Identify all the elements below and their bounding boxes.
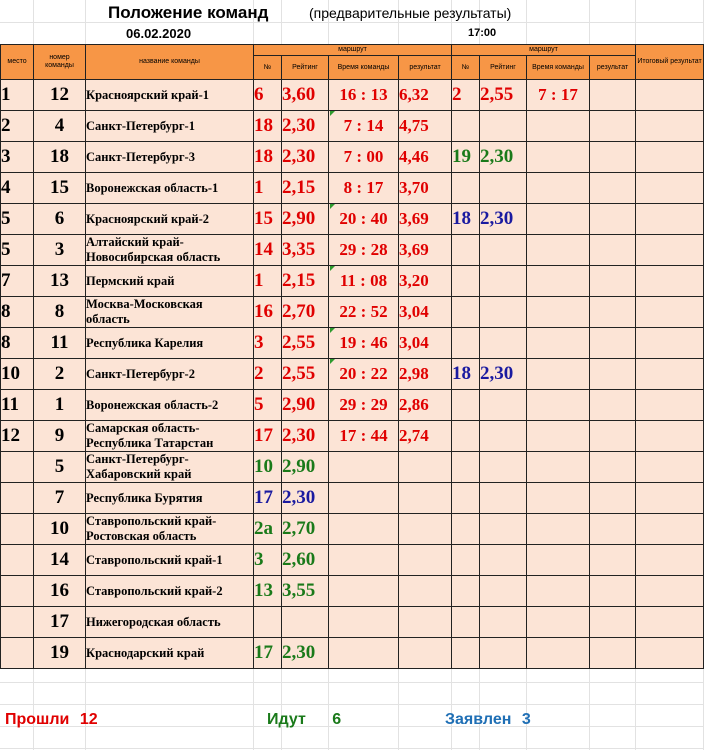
place-cell: 5 [1, 235, 34, 266]
place-cell: 11 [1, 390, 34, 421]
route1-result-cell [399, 576, 452, 607]
route2-no-cell [452, 173, 480, 204]
route2-time-cell [527, 266, 590, 297]
route2-no-cell: 19 [452, 142, 480, 173]
route2-no-cell [452, 638, 480, 669]
route1-no-cell: 14 [254, 235, 282, 266]
passed-value: 12 [79, 711, 98, 728]
header-route-2: маршрут [452, 45, 636, 56]
header-final-result: Итоговый результат [636, 45, 704, 80]
team-number-cell: 15 [34, 173, 86, 204]
route1-result-cell: 3,04 [399, 297, 452, 328]
place-cell: 4 [1, 173, 34, 204]
team-name-cell: Красноярский край-2 [86, 204, 254, 235]
team-name-cell: Пермский край [86, 266, 254, 297]
time-label: 17:00 [468, 27, 497, 39]
route1-time-value: 29 : 29 [339, 395, 388, 414]
header-place: место [1, 45, 34, 80]
route2-result-cell [590, 638, 636, 669]
route1-no-cell: 3 [254, 328, 282, 359]
table-row [1, 204, 704, 235]
route2-no-cell: 18 [452, 359, 480, 390]
team-name-cell: Красноярский край-1 [86, 80, 254, 111]
route2-rating-cell [480, 545, 527, 576]
team-name-cell: Ставропольский край-2 [86, 576, 254, 607]
team-number-cell: 11 [34, 328, 86, 359]
table-row [1, 638, 704, 669]
route1-result-cell [399, 545, 452, 576]
route1-result-cell: 3,70 [399, 173, 452, 204]
route1-time-cell [329, 111, 399, 142]
place-cell: 3 [1, 142, 34, 173]
place-cell [1, 545, 34, 576]
team-number-cell: 8 [34, 297, 86, 328]
team-name-cell: Республика Карелия [86, 328, 254, 359]
route1-time-cell [329, 142, 399, 173]
table-row [1, 235, 704, 266]
route2-result-cell [590, 266, 636, 297]
final-result-cell [636, 204, 704, 235]
route2-time-cell [527, 607, 590, 638]
route1-rating-cell: 2,15 [282, 266, 329, 297]
route2-result-cell [590, 111, 636, 142]
route1-time-value: 8 : 17 [343, 178, 384, 197]
place-cell: 2 [1, 111, 34, 142]
route2-time-cell [527, 328, 590, 359]
table-row [1, 421, 704, 452]
declared-label: Заявлен [445, 711, 512, 728]
header-r1-time: Время команды [329, 56, 399, 80]
route1-time-cell [329, 266, 399, 297]
route2-no-cell [452, 297, 480, 328]
route2-rating-cell [480, 452, 527, 483]
route2-rating-cell: 2,30 [480, 359, 527, 390]
place-cell: 8 [1, 297, 34, 328]
comment-marker-icon [330, 328, 335, 333]
route2-no-cell [452, 421, 480, 452]
going-value: 6 [332, 711, 342, 728]
route2-no-cell [452, 235, 480, 266]
route2-time-cell [527, 297, 590, 328]
route2-result-cell [590, 545, 636, 576]
place-cell: 1 [1, 80, 34, 111]
table-row [1, 514, 704, 545]
place-cell [1, 638, 34, 669]
final-result-cell [636, 235, 704, 266]
place-cell: 12 [1, 421, 34, 452]
summary-going [267, 711, 341, 729]
table-row [1, 359, 704, 390]
place-cell [1, 452, 34, 483]
route1-time-value: 19 : 46 [339, 333, 388, 352]
route1-rating-cell: 3,60 [282, 80, 329, 111]
route1-time-cell [329, 328, 399, 359]
team-number-cell: 14 [34, 545, 86, 576]
final-result-cell [636, 638, 704, 669]
table-row [1, 328, 704, 359]
header-r2-time: Время команды [527, 56, 590, 80]
route1-rating-cell: 2,70 [282, 297, 329, 328]
header-team-name: название команды [86, 45, 254, 80]
final-result-cell [636, 266, 704, 297]
route1-result-cell: 3,04 [399, 328, 452, 359]
route1-no-cell: 17 [254, 638, 282, 669]
table-row [1, 390, 704, 421]
team-number-cell: 3 [34, 235, 86, 266]
team-number-cell: 18 [34, 142, 86, 173]
route1-time-cell [329, 483, 399, 514]
route2-time-cell [527, 235, 590, 266]
header-r1-no: № [254, 56, 282, 80]
table-row [1, 173, 704, 204]
route2-time-cell: 7 : 17 [527, 80, 590, 111]
route1-time-value: 7 : 00 [343, 147, 384, 166]
route2-time-cell [527, 421, 590, 452]
route2-rating-cell: 2,30 [480, 142, 527, 173]
final-result-cell [636, 514, 704, 545]
team-number-cell: 6 [34, 204, 86, 235]
route1-time-cell [329, 452, 399, 483]
route1-rating-cell: 2,55 [282, 359, 329, 390]
route2-no-cell [452, 328, 480, 359]
route1-no-cell: 18 [254, 142, 282, 173]
route1-rating-cell: 2,70 [282, 514, 329, 545]
team-name-cell: Алтайский край- Новосибирская область [86, 235, 254, 266]
team-number-cell: 13 [34, 266, 86, 297]
passed-label: Прошли [5, 711, 70, 728]
route2-result-cell [590, 390, 636, 421]
route1-no-cell: 17 [254, 421, 282, 452]
route2-rating-cell [480, 297, 527, 328]
team-name-cell: Воронежская область-1 [86, 173, 254, 204]
route2-rating-cell [480, 483, 527, 514]
route2-time-cell [527, 173, 590, 204]
header-r2-result: результат [590, 56, 636, 80]
route2-time-cell [527, 545, 590, 576]
route2-result-cell [590, 576, 636, 607]
final-result-cell [636, 80, 704, 111]
route1-time-cell [329, 545, 399, 576]
route1-result-cell: 3,69 [399, 235, 452, 266]
route2-result-cell [590, 483, 636, 514]
route1-time-value: 11 : 08 [339, 271, 388, 290]
route1-time-cell [329, 576, 399, 607]
route1-rating-cell [282, 607, 329, 638]
comment-marker-icon [330, 204, 335, 209]
route1-time-cell [329, 235, 399, 266]
route1-rating-cell: 2,90 [282, 452, 329, 483]
route2-no-cell [452, 607, 480, 638]
route1-time-cell [329, 173, 399, 204]
comment-marker-icon [330, 359, 335, 364]
date-label: 06.02.2020 [126, 26, 192, 41]
team-number-cell: 4 [34, 111, 86, 142]
route1-no-cell: 17 [254, 483, 282, 514]
route1-rating-cell: 2,30 [282, 421, 329, 452]
final-result-cell [636, 576, 704, 607]
table-row [1, 483, 704, 514]
route2-time-cell [527, 359, 590, 390]
route1-time-cell [329, 359, 399, 390]
table-row [1, 452, 704, 483]
route2-rating-cell [480, 173, 527, 204]
route2-no-cell [452, 545, 480, 576]
table-row [1, 111, 704, 142]
route1-no-cell: 16 [254, 297, 282, 328]
route1-no-cell: 1 [254, 173, 282, 204]
final-result-cell [636, 607, 704, 638]
route1-rating-cell: 2,90 [282, 204, 329, 235]
place-cell [1, 514, 34, 545]
team-number-cell: 7 [34, 483, 86, 514]
page-title: Положение команд [108, 3, 269, 22]
route1-rating-cell: 2,90 [282, 390, 329, 421]
route2-time-cell [527, 204, 590, 235]
place-cell: 10 [1, 359, 34, 390]
route1-rating-cell: 2,30 [282, 142, 329, 173]
route1-no-cell: 10 [254, 452, 282, 483]
route2-rating-cell [480, 235, 527, 266]
place-cell: 8 [1, 328, 34, 359]
team-number-cell: 1 [34, 390, 86, 421]
going-label: Идут [267, 711, 306, 728]
route2-result-cell [590, 297, 636, 328]
team-number-cell: 2 [34, 359, 86, 390]
summary-declared [445, 711, 531, 729]
route1-no-cell [254, 607, 282, 638]
route1-result-cell: 2,98 [399, 359, 452, 390]
final-result-cell [636, 545, 704, 576]
team-number-cell: 10 [34, 514, 86, 545]
final-result-cell [636, 111, 704, 142]
route1-time-cell [329, 607, 399, 638]
route2-time-cell [527, 142, 590, 173]
table-row [1, 266, 704, 297]
route2-rating-cell [480, 638, 527, 669]
final-result-cell [636, 328, 704, 359]
route2-no-cell [452, 390, 480, 421]
route1-rating-cell: 2,30 [282, 638, 329, 669]
route1-result-cell: 4,46 [399, 142, 452, 173]
route2-result-cell [590, 359, 636, 390]
route1-no-cell: 5 [254, 390, 282, 421]
route2-no-cell [452, 576, 480, 607]
page-subtitle: (предварительные результаты) [309, 5, 512, 21]
route1-time-value: 7 : 14 [343, 116, 384, 135]
route2-rating-cell: 2,30 [480, 204, 527, 235]
team-name-cell: Ставропольский край- Ростовская область [86, 514, 254, 545]
declared-value: 3 [521, 711, 531, 728]
final-result-cell [636, 142, 704, 173]
route1-no-cell: 2 [254, 359, 282, 390]
route2-no-cell [452, 111, 480, 142]
route2-result-cell [590, 80, 636, 111]
team-name-cell: Воронежская область-2 [86, 390, 254, 421]
team-name-cell: Санкт-Петербург-3 [86, 142, 254, 173]
route2-result-cell [590, 514, 636, 545]
route2-no-cell [452, 452, 480, 483]
route1-result-cell [399, 638, 452, 669]
route2-time-cell [527, 514, 590, 545]
route1-no-cell: 15 [254, 204, 282, 235]
route2-result-cell [590, 235, 636, 266]
final-result-cell [636, 421, 704, 452]
route2-rating-cell [480, 328, 527, 359]
route1-result-cell [399, 514, 452, 545]
header-team-number: номер команды [34, 45, 86, 80]
route2-rating-cell [480, 607, 527, 638]
final-result-cell [636, 297, 704, 328]
route1-rating-cell: 2,15 [282, 173, 329, 204]
table-row [1, 545, 704, 576]
route1-no-cell: 3 [254, 545, 282, 576]
table-row [1, 607, 704, 638]
comment-marker-icon [330, 111, 335, 116]
route1-time-cell [329, 297, 399, 328]
team-name-cell: Ставропольский край-1 [86, 545, 254, 576]
route2-result-cell [590, 204, 636, 235]
route1-time-cell [329, 638, 399, 669]
route1-result-cell: 4,75 [399, 111, 452, 142]
team-name-cell: Самарская область- Республика Татарстан [86, 421, 254, 452]
team-number-cell: 12 [34, 80, 86, 111]
route2-time-cell [527, 483, 590, 514]
route1-rating-cell: 3,35 [282, 235, 329, 266]
route2-time-cell [527, 576, 590, 607]
route1-time-cell [329, 204, 399, 235]
team-number-cell: 16 [34, 576, 86, 607]
table-row [1, 576, 704, 607]
route1-result-cell: 6,32 [399, 80, 452, 111]
header-r1-rating: Рейтинг [282, 56, 329, 80]
team-name-cell: Республика Бурятия [86, 483, 254, 514]
route1-no-cell: 18 [254, 111, 282, 142]
route2-rating-cell [480, 576, 527, 607]
final-result-cell [636, 359, 704, 390]
header-r1-result: результат [399, 56, 452, 80]
place-cell: 5 [1, 204, 34, 235]
route1-time-value: 16 : 13 [339, 85, 388, 104]
route1-no-cell: 6 [254, 80, 282, 111]
route2-rating-cell [480, 266, 527, 297]
final-result-cell [636, 483, 704, 514]
route1-result-cell [399, 483, 452, 514]
team-number-cell: 17 [34, 607, 86, 638]
route2-no-cell [452, 514, 480, 545]
route1-no-cell: 1 [254, 266, 282, 297]
place-cell [1, 483, 34, 514]
summary-passed [5, 711, 98, 729]
route2-rating-cell: 2,55 [480, 80, 527, 111]
route1-time-cell [329, 514, 399, 545]
team-name-cell: Нижегородская область [86, 607, 254, 638]
route1-result-cell [399, 607, 452, 638]
table-row [1, 80, 704, 111]
team-name-cell: Санкт-Петербург-1 [86, 111, 254, 142]
route1-result-cell: 3,20 [399, 266, 452, 297]
route1-no-cell: 13 [254, 576, 282, 607]
route2-no-cell [452, 483, 480, 514]
place-cell [1, 607, 34, 638]
header-r2-no: № [452, 56, 480, 80]
route2-no-cell [452, 266, 480, 297]
team-number-cell: 19 [34, 638, 86, 669]
route1-rating-cell: 2,60 [282, 545, 329, 576]
route2-time-cell [527, 390, 590, 421]
route1-time-cell [329, 390, 399, 421]
route2-result-cell [590, 421, 636, 452]
comment-marker-icon [330, 266, 335, 271]
route1-rating-cell: 2,30 [282, 111, 329, 142]
team-number-cell: 9 [34, 421, 86, 452]
route1-time-value: 20 : 40 [339, 209, 388, 228]
route2-rating-cell [480, 514, 527, 545]
route2-no-cell: 18 [452, 204, 480, 235]
route1-time-value: 22 : 52 [339, 302, 388, 321]
standings-table [0, 44, 704, 669]
team-name-cell: Краснодарский край [86, 638, 254, 669]
route1-result-cell: 2,74 [399, 421, 452, 452]
header-route-1: маршрут [254, 45, 452, 56]
route2-time-cell [527, 638, 590, 669]
team-name-cell: Санкт-Петербург-2 [86, 359, 254, 390]
route1-time-cell [329, 80, 399, 111]
final-result-cell [636, 452, 704, 483]
table-row [1, 297, 704, 328]
route1-result-cell: 2,86 [399, 390, 452, 421]
route1-result-cell [399, 452, 452, 483]
route2-result-cell [590, 142, 636, 173]
route1-no-cell: 2а [254, 514, 282, 545]
place-cell: 7 [1, 266, 34, 297]
route2-result-cell [590, 452, 636, 483]
route2-time-cell [527, 452, 590, 483]
route1-result-cell: 3,69 [399, 204, 452, 235]
route2-result-cell [590, 328, 636, 359]
route2-time-cell [527, 111, 590, 142]
table-row [1, 142, 704, 173]
route1-time-value: 29 : 28 [339, 240, 388, 259]
route1-rating-cell: 3,55 [282, 576, 329, 607]
route2-no-cell: 2 [452, 80, 480, 111]
team-number-cell: 5 [34, 452, 86, 483]
route1-time-cell [329, 421, 399, 452]
final-result-cell [636, 173, 704, 204]
route1-rating-cell: 2,55 [282, 328, 329, 359]
route2-rating-cell [480, 111, 527, 142]
route1-time-value: 20 : 22 [339, 364, 388, 383]
route2-rating-cell [480, 390, 527, 421]
route1-rating-cell: 2,30 [282, 483, 329, 514]
route2-result-cell [590, 607, 636, 638]
header-r2-rating: Рейтинг [480, 56, 527, 80]
route1-time-value: 17 : 44 [339, 426, 388, 445]
final-result-cell [636, 390, 704, 421]
team-name-cell: Санкт-Петербург- Хабаровский край [86, 452, 254, 483]
place-cell [1, 576, 34, 607]
route2-rating-cell [480, 421, 527, 452]
route2-result-cell [590, 173, 636, 204]
team-name-cell: Москва-Московская область [86, 297, 254, 328]
